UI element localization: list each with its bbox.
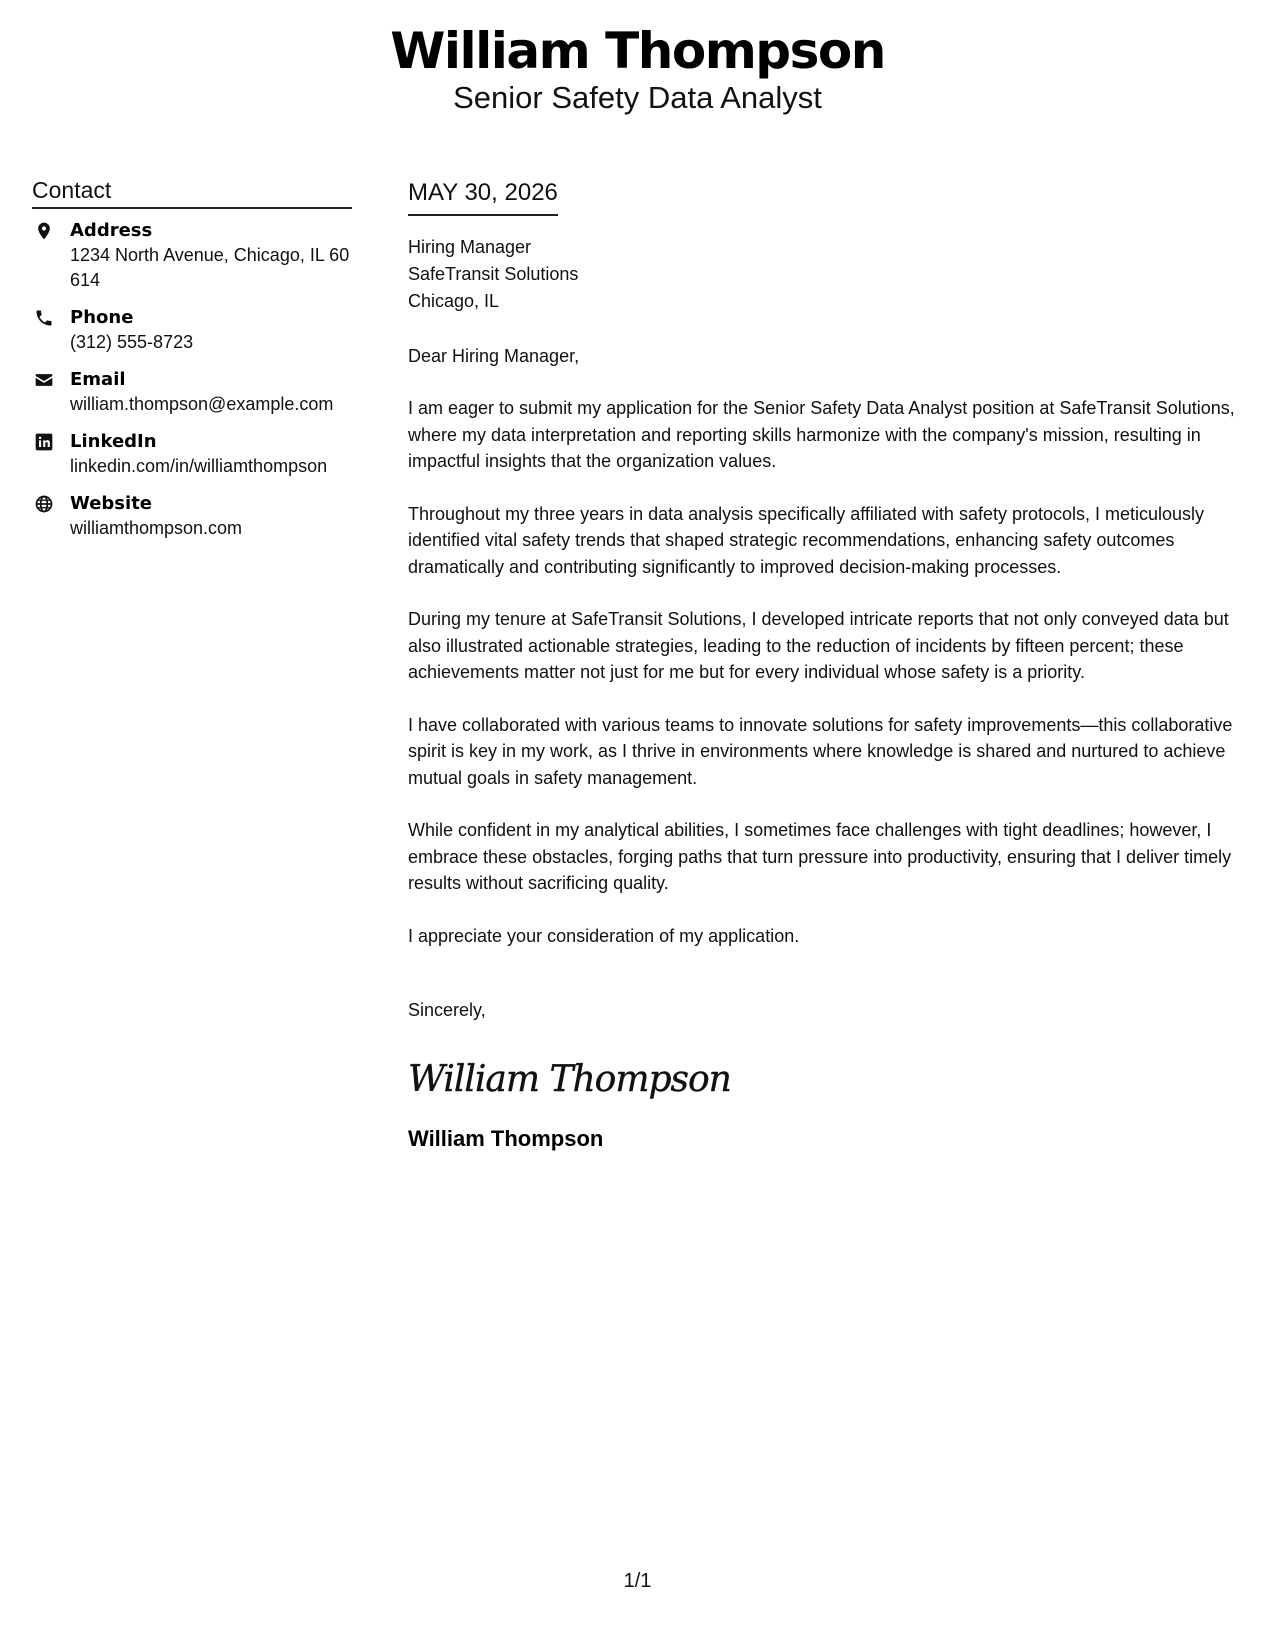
recipient-line: Chicago, IL (408, 291, 500, 311)
contact-heading: Contact (32, 175, 352, 209)
linkedin-icon (34, 432, 54, 452)
body-paragraph: I have collaborated with various teams to innovate solutions for safety improvements—this collaborative spirit is key in my work, as I thrive in environments where knowledge is shared and nurtured to achieve mutual goals in safety management. (408, 714, 1233, 788)
contact-label-website: Website (70, 493, 153, 514)
letter-body (408, 178, 1253, 1153)
contact-value-phone: (312) 555-8723 (70, 332, 194, 352)
letter-date-block (408, 178, 558, 216)
page-number: 1/1 (623, 1570, 652, 1592)
contact-value-website[interactable]: williamthompson.com (70, 518, 243, 538)
body-paragraph: Throughout my three years in data analysis specifically affiliated with safety protocols, I meticulously identified vital safety trends that shaped strategic recommendations, enhancing safety outcomes dramatically and contributing significantly to improved decision-making processes. (408, 503, 1205, 577)
phone-icon (34, 308, 54, 328)
salutation: Dear Hiring Manager, (408, 346, 580, 366)
contact-sidebar (32, 175, 352, 554)
closing: Sincerely, (408, 1000, 486, 1020)
contact-item-email (32, 368, 352, 417)
contact-item-phone (32, 306, 352, 355)
body-paragraph: While confident in my analytical abilities, I sometimes face challenges with tight deadlines; however, I embrace these obstacles, forging paths that turn pressure into productivity, ensuring that I deliver timely results without sacrificing quality. (408, 820, 1232, 893)
body-paragraph: I am eager to submit my application for the Senior Safety Data Analyst position at SafeTransit Solutions, where my data interpretation and reporting skills harmonize with the company's mission, resulting in impactful insights that the organization values. (408, 398, 1235, 471)
contact-value-linkedin[interactable]: linkedin.com/in/williamthompson (70, 456, 328, 476)
letter-date: MAY 30, 2026 (408, 179, 558, 206)
contact-item-linkedin (32, 430, 352, 479)
handwritten-signature (408, 1051, 731, 1107)
recipient-line: SafeTransit Solutions (408, 264, 579, 284)
contact-value-email[interactable]: william.thompson@example.com (70, 394, 334, 414)
letter-header (0, 22, 1275, 116)
signer-name: William Thompson (408, 1126, 604, 1151)
applicant-title: Senior Safety Data Analyst (453, 80, 822, 115)
contact-item-website (32, 492, 352, 541)
envelope-icon (34, 370, 54, 390)
body-paragraph: I appreciate your consideration of my application. (408, 925, 800, 946)
signature-script: William Thompson (408, 1059, 731, 1100)
globe-icon (34, 494, 54, 514)
contact-label-email: Email (70, 369, 126, 390)
contact-label-phone: Phone (70, 307, 134, 328)
contact-value-address: 1234 North Avenue, Chicago, IL 60614 (70, 245, 350, 290)
recipient-block (408, 234, 1253, 315)
contact-label-address: Address (70, 220, 153, 241)
map-pin-icon (34, 221, 54, 241)
contact-label-linkedin: LinkedIn (70, 431, 157, 452)
recipient-line: Hiring Manager (408, 237, 532, 257)
body-paragraph: During my tenure at SafeTransit Solutions, I developed intricate reports that not only conveyed data but also illustrated actionable strategies, leading to the reduction of incidents by fifteen percent; these achievements matter not just for me but for every individual whose safety is a priority. (408, 609, 1229, 682)
applicant-name: William Thompson (390, 22, 885, 80)
contact-item-address (32, 219, 352, 293)
